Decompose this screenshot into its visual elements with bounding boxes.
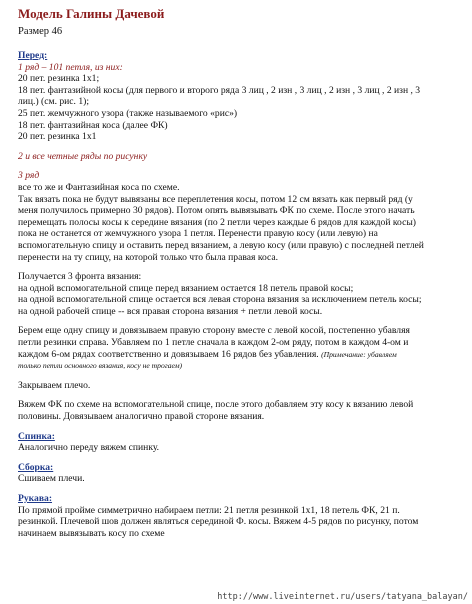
text-line: резинкой. Плечевой шов должен являться серединой Ф. косы. Вяжем 4-5 рядов по рисунку, потом <box>18 516 419 528</box>
section-heading-back: Спинка: <box>18 430 55 442</box>
text-line: Так вязать пока не будут вывязаны все переплетения косы, потом 12 см вязать как первый ряд (у <box>18 193 413 205</box>
text-line: 20 пет. резинка 1х1; <box>18 73 100 85</box>
text-line: Получается 3 фронта вязания: <box>18 271 142 283</box>
text-line: По прямой пройме симметрично набираем петли: 21 петля резинкой 1х1, 18 петель ФК, 21 п. <box>18 504 400 516</box>
size-label: Размер 46 <box>18 26 63 37</box>
note-text: (Примечание: убавляем <box>321 349 397 359</box>
text-line: на одной рабочей спице -- вся правая сторона вязания + петли левой косы. <box>18 305 323 317</box>
text-line: 18 пет. фантазийная коса (далее ФК) <box>18 119 168 131</box>
text-line <box>18 349 470 361</box>
text-line: 25 пет. жемчужного узора (также называемого «рис») <box>18 107 238 119</box>
text-line: лиц.) (см. рис. 1); <box>18 96 90 108</box>
section-heading-front: Перед: <box>18 50 48 61</box>
text-line: перенести на ту спицу, на которой только что была правая коса. <box>18 251 279 263</box>
document-title: Модель Галины Дачевой <box>18 6 165 21</box>
text-line: пока не останется от жемчужного узора 1 петля. Перенести правую косу (или левую) на <box>18 228 378 240</box>
text-line: половины. Довязываем аналогично правой стороне вязания. <box>18 411 265 423</box>
text-line: Сшиваем плечи. <box>18 473 85 485</box>
section-heading-assembly: Сборка: <box>18 461 54 473</box>
row-2-label: 2 и все четные ряды по рисунку <box>18 150 148 162</box>
document-body <box>18 50 470 539</box>
text-line: Аналогично переду вяжем спинку. <box>18 442 160 454</box>
text-line: петли резинки справа. Убавляем по 1 петле сначала в каждом 2-ом ряду, потом в каждом 4-ом и <box>18 337 409 349</box>
text-line: 20 пет. резинка 1х1 <box>18 131 97 143</box>
note-text: только петли основного вязания, косу не трогаем) <box>18 361 183 371</box>
section-heading-sleeves: Рукава: <box>18 493 53 504</box>
watermark-url: http://www.liveinternet.ru/users/tatyana_balayan/ <box>217 592 468 602</box>
text-line: вспомогательную спицу и оставить перед вязанием, а левую косу (или правую) с последней петлей <box>18 239 424 251</box>
text-span: каждом 6-ом рядах соответственно и довязываем 16 рядов без убавления. <box>18 348 319 360</box>
text-line: 18 пет. фантазийной косы (для первого и второго ряда 3 лиц , 2 изн , 3 лиц , 2 изн , 3 лиц , 2 изн , 3 <box>18 84 421 96</box>
text-line: все то же и Фантазийная коса по схеме. <box>18 181 180 193</box>
text-line: начинаем вывязывать косу по схеме <box>18 527 165 539</box>
row-1-label: 1 ряд – 101 петля, из них: <box>18 61 123 73</box>
text-line: Берем еще одну спицу и довязываем правую сторону вместе с левой косой, постепенно убавляя <box>18 325 410 337</box>
text-line: меня получилось примерно 30 рядов). Потом опять вывязывать ФК по схеме. После этого начать <box>18 205 415 217</box>
text-line: на одной вспомогательной спице остается вся левая сторона вязания за исключением петель косы; <box>18 294 422 306</box>
text-line: на одной вспомогательной спице перед вязанием остается 18 петель правой косы; <box>18 282 354 294</box>
text-line: перемещать полосы косы к середине вязания (по 2 петли через каждые 6 рядов для каждой косы) <box>18 216 416 228</box>
text-line: Вяжем ФК по схеме на вспомогательной спице, после этого добавляем эту косу к вязанию левой <box>18 399 414 411</box>
text-line: Закрываем плечо. <box>18 379 91 391</box>
row-3-label: 3 ряд <box>18 170 40 182</box>
